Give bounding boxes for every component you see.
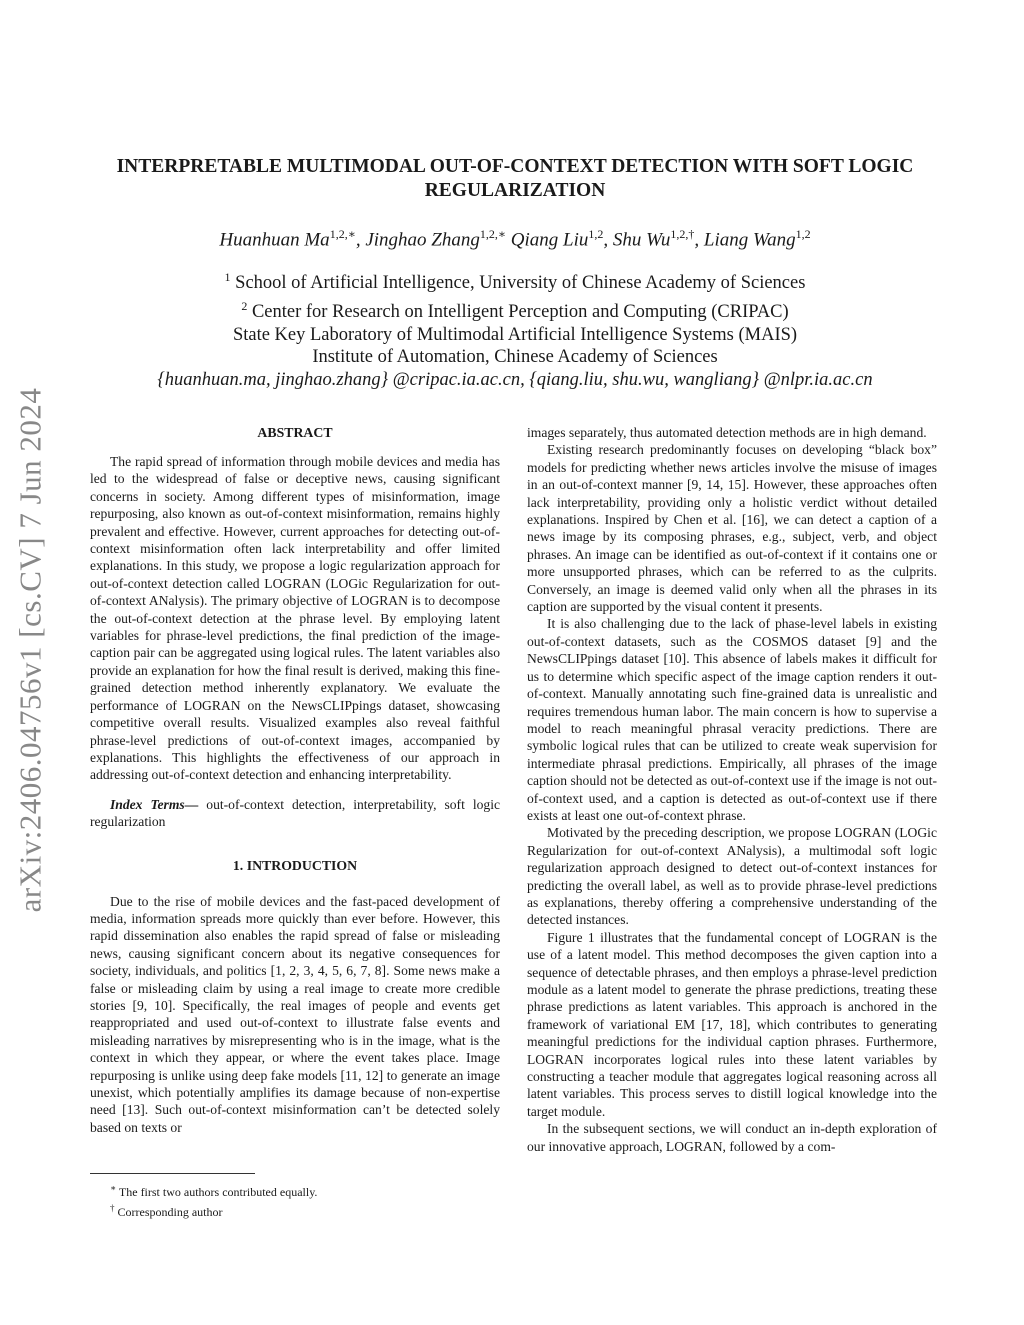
author-affil-sup: 1,2,∗ bbox=[329, 227, 356, 241]
intro-paragraph-2: Existing research predominantly focuses on developing “black box” models for predicting whether news articles involve the misuse of images in an out-of-context manner [9, 14, 15]. However, these approaches often lack interpretability, providing only a holistic verdict without detailed explanations. Inspired by Chen et al. [16], we can detect a caption of a news image by its composing phrases, e.g., subject, verb, and object phrases. An image can be identified as out-of-context if it contains one or more unsupported phrases, which can be referred to as the culprits. Conversely, an image is deemed valid only when all the phrases in its caption are supported by the visual content it presents. bbox=[527, 442, 937, 615]
author-affil-sup: 1,2 bbox=[588, 227, 604, 241]
affiliation-text-1: School of Artificial Intelligence, University of Chinese Academy of Sciences bbox=[230, 273, 806, 294]
footnote-text: Corresponding author bbox=[114, 1205, 223, 1219]
affiliation-line-2 bbox=[80, 295, 950, 324]
author-name: Jinghao Zhang bbox=[365, 229, 480, 251]
affiliation-sup-1: 1 bbox=[224, 270, 231, 284]
footnote-equal-contribution bbox=[90, 1180, 500, 1200]
intro-paragraph-4: Motivated by the preceding description, we propose LOGRAN (LOGic Regularization for out-of-context ANalysis), a multimodal soft logic regularization approach designed to detect out-of-context instances for predicting the overall label, as well as to provide phrase-level predictions as explanations, thereby offering a comprehensive understanding of the detected instances. bbox=[527, 825, 937, 928]
author-name: Qiang Liu bbox=[510, 229, 589, 251]
abstract-text: The rapid spread of information through mobile devices and media has led to the widespread of false or deceptive news, causing significant concerns in society. Among different types of misinformation, image repurposing, also known as out-of-context misinformation, remains highly prevalent and effective. However, current approaches for detecting out-of-context misinformation often lack interpretability and offer limited explanations. In this study, we propose a logic regularization approach for out-of-context detection called LOGRAN (LOGic Regularization for out-of-context ANalysis). The primary objective of LOGRAN is to decompose the out-of-context detection at the phrase level. By employing latent variables for phrase-level predictions, the final prediction of the image-caption pair can be aggregated using logical rules. The latent variables also provide an explanation for how the final result is derived, making this fine-grained detection method inherently explanatory. We evaluate the performance of LOGRAN on the NewsCLIPpings dataset, showcasing competitive overall results. Visualized examples also reveal faithful phrase-level predictions of out-of-context images, accompanied by explanations. This highlights the effectiveness of our approach in addressing out-of-context detection and enhancing interpretability. bbox=[90, 454, 500, 783]
footnote-divider bbox=[90, 1173, 255, 1174]
intro-paragraph-5: Figure 1 illustrates that the fundamental concept of LOGRAN is the use of a latent model. This method decomposes the given caption into a sequence of detectable phrases, and then employs a phrase-level prediction module as a latent model to generate the phrase predictions, treating these phrase predictions as latent variables. This approach is anchored in the framework of variational EM [17, 18], which contributes to generating meaningful predictions for the individual caption phrases. Furthermore, LOGRAN incorporates logical rules into these latent variables by constructing a teacher module that aggregates logical reasoning across all latent variables. This process serves to distill logical knowledge into the target module. bbox=[527, 929, 937, 1119]
author-affil-sup: 1,2 bbox=[795, 227, 811, 241]
author-separator: , bbox=[355, 229, 366, 251]
intro-paragraph-3: It is also challenging due to the lack of phase-level labels in existing out-of-context datasets, such as the COSMOS dataset [9] and the NewsCLIPpings dataset [10]. This absence of labels makes it difficult for us to determine which specific aspect of the image caption renders it out-of-context. Manually annotating such fine-grained data is unrealistic and requires tremendous human labor. The main concern is how to supervise a model to reach meaningful phrasal veracity predictions. There are symbolic logical rules that can be utilized to create weak supervision for intermediate phrasal predictions. Empirically, all phrases of the image caption should not be detected as out-of-context use if the image is not out-of-context used, and a caption is detected as out-of-context use if there exists at least one out-of-context phrase. bbox=[527, 616, 937, 823]
affiliation-text-2: Center for Research on Intelligent Perception and Computing (CRIPAC) bbox=[247, 301, 789, 322]
author-separator: , bbox=[694, 229, 704, 251]
intro-paragraph-1-continued: images separately, thus automated detection methods are in high demand. bbox=[527, 425, 927, 440]
arxiv-stamp bbox=[8, 365, 52, 935]
title-line-2: REGULARIZATION bbox=[424, 180, 606, 201]
index-terms-text: out-of-context detection, interpretability, soft logic regularization bbox=[90, 796, 500, 830]
intro-paragraph-1: Due to the rise of mobile devices and the fast-paced development of media, information spreads more quickly than ever before. However, this rapid dissemination also enables the rapid spread of false or misleading news, causing significant concern about its negative consequences for society, individuals, and politics [1, 2, 3, 4, 5, 6, 7, 8]. Some news make a false or misleading claim by using a real image to create more credible stories [9, 10]. Specifically, the real images of people and events get reappropriated and used out-of-context to illustrate false events and misleading narratives by misrepresenting who is in the image, what is the context in which they appear, or where the event takes place. Image repurposing is unlike using deep fake models [11, 12] to generate an image unexist, which potentially amplifies its damage because of non-expertise need [13]. Such out-of-context misinformation can’t be detected solely based on texts or bbox=[90, 893, 500, 1135]
affiliations bbox=[80, 266, 950, 391]
right-column bbox=[527, 424, 937, 1155]
affiliation-line-1 bbox=[80, 266, 950, 295]
author-list bbox=[90, 222, 940, 252]
footnote-mark: ∗ bbox=[110, 1183, 117, 1193]
intro-paragraph-6: In the subsequent sections, we will conduct an in-depth exploration of our innovative approach, LOGRAN, followed by a com- bbox=[527, 1121, 937, 1154]
author-name: Shu Wu bbox=[612, 229, 671, 251]
footnote-text: The first two authors contributed equally. bbox=[116, 1185, 318, 1199]
author-emails: {huanhuan.ma, jinghao.zhang} @cripac.ia.ac.cn, {qiang.liu, shu.wu, wangliang} @nlpr.ia.ac.cn bbox=[157, 369, 873, 390]
arxiv-stamp-text: arXiv:2406.04756v1 [cs.CV] 7 Jun 2024 bbox=[12, 387, 48, 913]
introduction-heading: 1. INTRODUCTION bbox=[232, 857, 358, 873]
affiliation-sup-2: 2 bbox=[241, 298, 248, 313]
abstract-heading: ABSTRACT bbox=[257, 425, 333, 440]
affiliation-line-4: Institute of Automation, Chinese Academy of Sciences bbox=[312, 347, 718, 368]
footnotes bbox=[90, 1180, 500, 1220]
footnote-corresponding-author bbox=[90, 1200, 500, 1220]
author-name: Huanhuan Ma bbox=[219, 229, 330, 251]
paper-title bbox=[90, 155, 940, 203]
author-affil-sup: 1,2,† bbox=[670, 227, 695, 241]
index-terms bbox=[90, 796, 500, 831]
index-terms-label: Index Terms— bbox=[110, 796, 199, 812]
author-name: Liang Wang bbox=[703, 229, 796, 251]
author-separator: , bbox=[603, 229, 613, 251]
left-column bbox=[90, 424, 500, 1136]
author-affil-sup: 1,2,∗ bbox=[479, 227, 507, 241]
title-line-1: INTERPRETABLE MULTIMODAL OUT-OF-CONTEXT DETECTION WITH SOFT LOGIC bbox=[116, 156, 914, 177]
footnote-mark: † bbox=[110, 1203, 115, 1213]
affiliation-line-3: State Key Laboratory of Multimodal Artificial Intelligence Systems (MAIS) bbox=[232, 324, 798, 345]
